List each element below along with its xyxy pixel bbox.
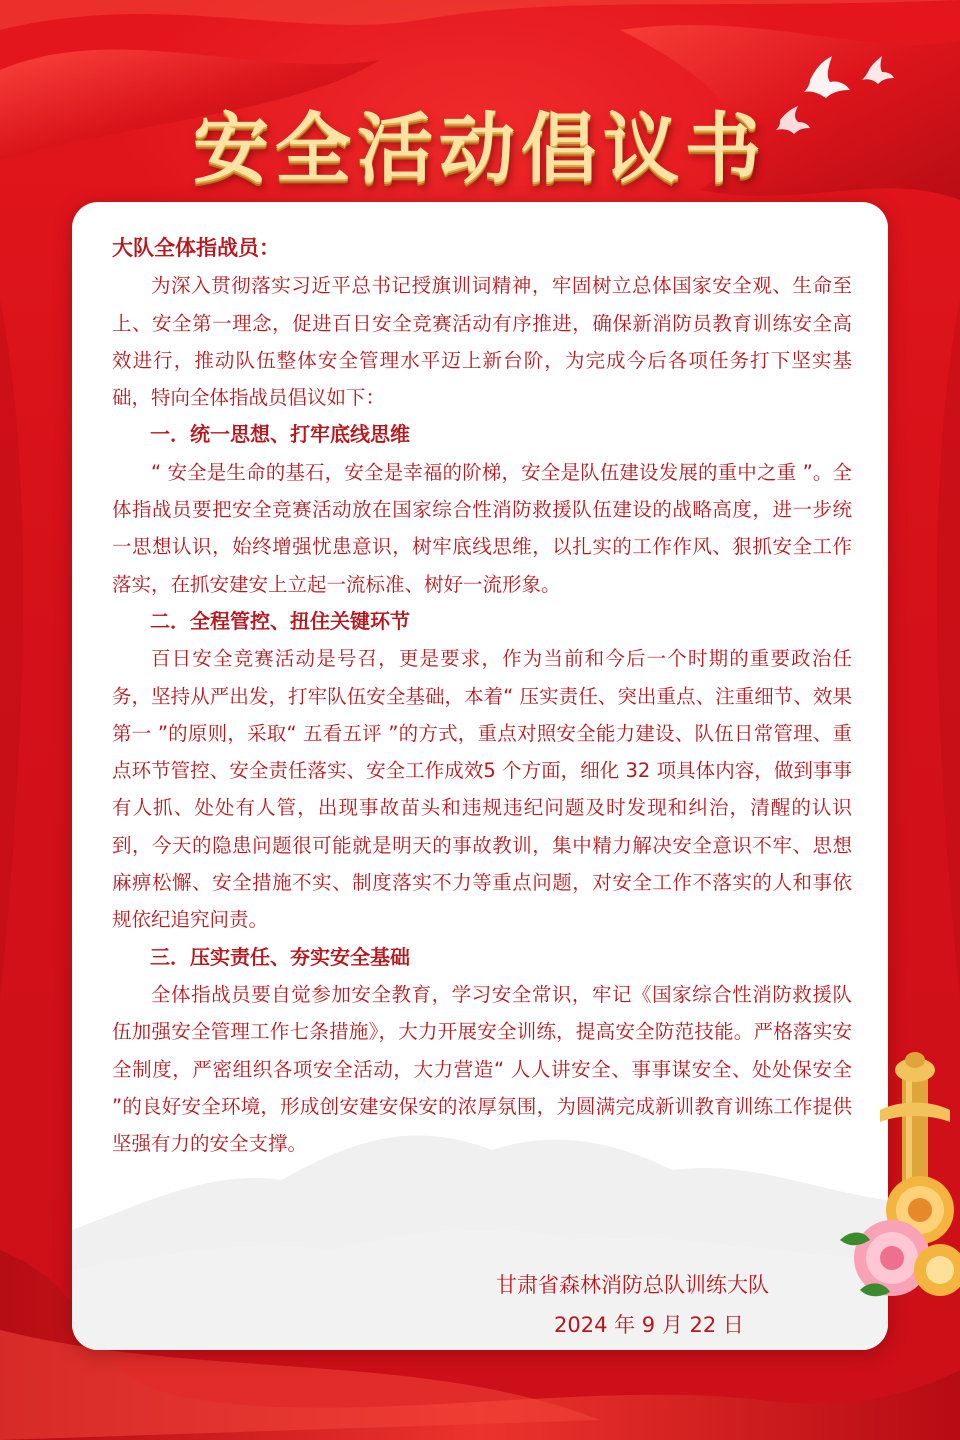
proposal-body xyxy=(112,230,852,1162)
section-3-body: 全体指战员要自觉参加安全教育，学习安全常识，牢记《国家综合性消防救援队伍加强安全管理工作七条措施》，大力开展安全训练，提高安全防范技能。严格落实安全制度，严密组织各项安全活动，大力营造“ 人人讲安全、事事谋安全、处处保安全 ”的良好安全环境，形成创安建安保安的浓厚氛围，为圆满完成新训教育训练工作提供坚强有力的安全支撑。 xyxy=(112,982,852,1156)
intro-paragraph: 为深入贯彻落实习近平总书记授旗训词精神，牢固树立总体国家安全观、生命至上、安全第一理念，促进百日安全竞赛活动有序推进，确保新消防员教育训练安全高效进行，推动队伍整体安全管理水平迈上新台阶，为完成今后各项任务打下坚实基础，特向全体指战员倡议如下： xyxy=(112,274,852,410)
section-1-heading: 一．统一思想、打牢底线思维 xyxy=(150,422,410,447)
poster-title: 安全活动倡议书 xyxy=(193,104,767,193)
section-3-heading: 三．压实责任、夯实安全基础 xyxy=(150,944,410,969)
salutation: 大队全体指战员： xyxy=(112,236,280,260)
signature-date: 2024 年 9 月 22 日 xyxy=(554,1313,744,1337)
decoration-corner xyxy=(820,1040,960,1440)
section-2-body: 百日安全竞赛活动是号召，更是要求，作为当前和今后一个时期的重要政治任务，坚持从严出发，打牢队伍安全基础，本着“ 压实责任、突出重点、注重细节、效果第一 ”的原则，采取“ 五看五评 ”的方式，重点对照安全能力建设、队伍日常管理、重点环节管控、安全责任落实、安全工作成效5 个方面，细化 32 项具体内容，做到事事有人抓、处处有人管，出现事故苗头和违规违纪问题及时发现和纠治，清醒的认识到，今天的隐患问题很可能就是明天的事故教训，集中精力解决安全意识不牢、思想麻痹松懈、安全措施不实、制度落实不力等重点问题，对安全工作不落实的人和事依规依纪追究问责。 xyxy=(112,647,852,932)
section-1-body: “ 安全是生命的基石，安全是幸福的阶梯，安全是队伍建设发展的重中之重 ”。全体指战员要把安全竞赛活动放在国家综合性消防救援队伍建设的战略高度，进一步统一思想认识，始终增强忧患意识，树牢底线思维，以扎实的工作作风、狠抓安全工作落实，在抓安建安上立起一流标准、树好一流形象。 xyxy=(112,460,852,596)
signature-organization: 甘肃省森林消防总队训练大队 xyxy=(496,1273,769,1297)
dove-icon xyxy=(770,50,910,150)
peony-flower-icon xyxy=(840,1176,960,1296)
proposal-card xyxy=(72,202,888,1350)
section-2-heading: 二．全程管控、扭住关键环节 xyxy=(150,608,410,633)
